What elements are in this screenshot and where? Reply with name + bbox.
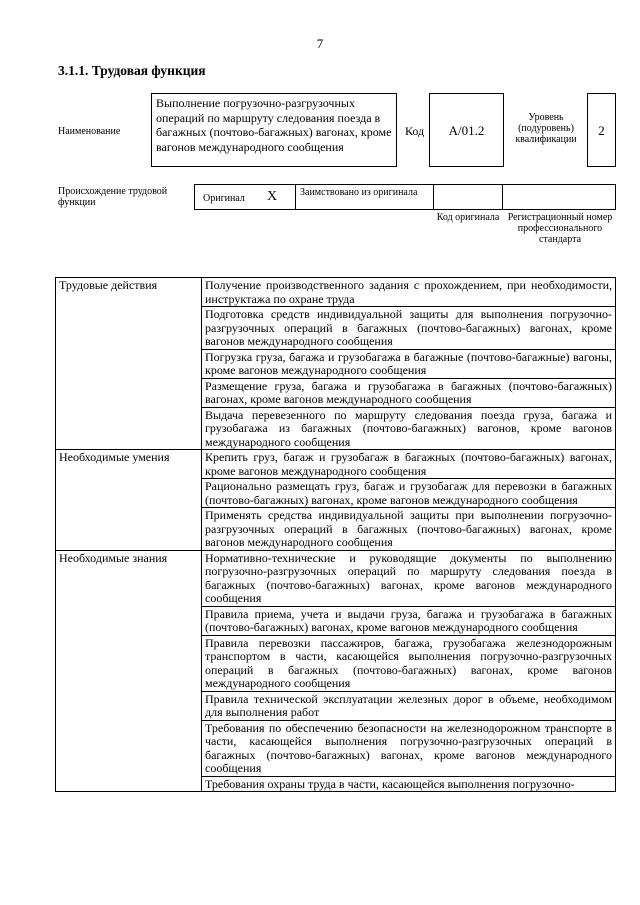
table-cell: Нормативно-технические и руководящие документы по выполнению погрузочно-разгрузочных операций по маршруту следования поезда в багажных (почтово-багажных) вагонах, кроме вагонов международного сообщения [202,550,616,606]
reg-number-cell [502,184,616,210]
original-cell [194,184,296,210]
page-number: 7 [316,36,324,51]
table-cell: Размещение груза, багажа и грузобагажа в багажных (почтово-багажных) вагонах, кроме вагонов международного сообщения [202,378,616,407]
borrowed-cell [295,184,434,210]
table-cell: Правила приема, учета и выдачи груза, багажа и грузобагажа в багажных (почтово-багажных) вагонах, кроме вагонов международного сообщения [202,606,616,635]
section-label: Трудовые действия [56,278,202,450]
table-cell: Подготовка средств индивидуальной защиты для выполнения погрузочно-разгрузочных операций в багажных (почтово-багажных) вагонах, кроме вагонов международного сообщения [202,307,616,350]
original-mark: X [267,189,278,204]
level-label: Уровень (подуровень) квалификации [515,112,577,145]
function-table [55,277,616,792]
origin-label: Происхождение трудовой функции [58,186,168,208]
table-cell: Рационально размещать груз, багаж и грузобагаж для перевозки в багажных (почтово-багажных) вагонах, кроме вагонов международного сообщения [202,479,616,508]
name-label: Наименование [58,126,121,137]
table-cell: Крепить груз, багаж и грузобагаж в багажных (почтово-багажных) вагонах, кроме вагонов международного сообщения [202,450,616,479]
section-title: 3.1.1. Трудовая функция [58,63,206,78]
borrowed-label: Заимствовано из оригинала [300,187,418,198]
code-original-caption: Код оригинала [436,212,500,223]
section-label: Необходимые умения [56,450,202,551]
table-row [56,278,616,307]
table-cell: Погрузка груза, багажа и грузобагажа в багажные (почтово-багажные) вагоны, кроме вагонов международного сообщения [202,349,616,378]
code-original-cell [433,184,503,210]
table-cell: Требования охраны труда в части, касающейся выполнения погрузочно- [202,776,616,792]
table-cell: Правила технической эксплуатации железных дорог в объеме, необходимом для выполнения работ [202,691,616,720]
table-cell: Правила перевозки пассажиров, багажа, грузобагажа железнодорожным транспортом в части, касающейся выполнения погрузочно-разгрузочных операций в багажных (почтово-багажных) вагонах, кроме вагонов международного сообщения [202,635,616,691]
table-row [56,450,616,479]
table-cell: Получение производственного задания с прохождением, при необходимости, инструктажа по охране труда [202,278,616,307]
table-cell: Выдача перевезенного по маршруту следования поезда груза, багажа и грузобагажа из багажных (почтово-багажных) вагонов, кроме вагонов международного сообщения [202,407,616,450]
code-value: А/01.2 [448,123,485,138]
function-name: Выполнение погрузочно-разгрузочных операций по маршруту следования поезда в багажных (почтово-багажных) вагонах, кроме вагонов международного сообщения [156,96,392,154]
section-label: Необходимые знания [56,550,202,792]
table-cell: Требования по обеспечению безопасности на железнодорожном транспорте в части, касающейся выполнения погрузочно-разгрузочных операций в багажных (почтово-багажных) вагонах, кроме вагонов международного сообщения [202,720,616,776]
code-box [429,93,504,167]
table-cell: Применять средства индивидуальной защиты при выполнении погрузочно-разгрузочных операций в багажных (почтово-багажных) вагонах, кроме вагонов международного сообщения [202,508,616,551]
level-box [587,93,616,167]
code-label: Код [405,124,425,138]
level-value: 2 [598,123,605,138]
function-name-box [151,93,397,167]
original-label: Оригинал [203,193,245,204]
reg-number-caption: Регистрационный номер профессионального стандарта [507,212,613,245]
table-row [56,550,616,606]
